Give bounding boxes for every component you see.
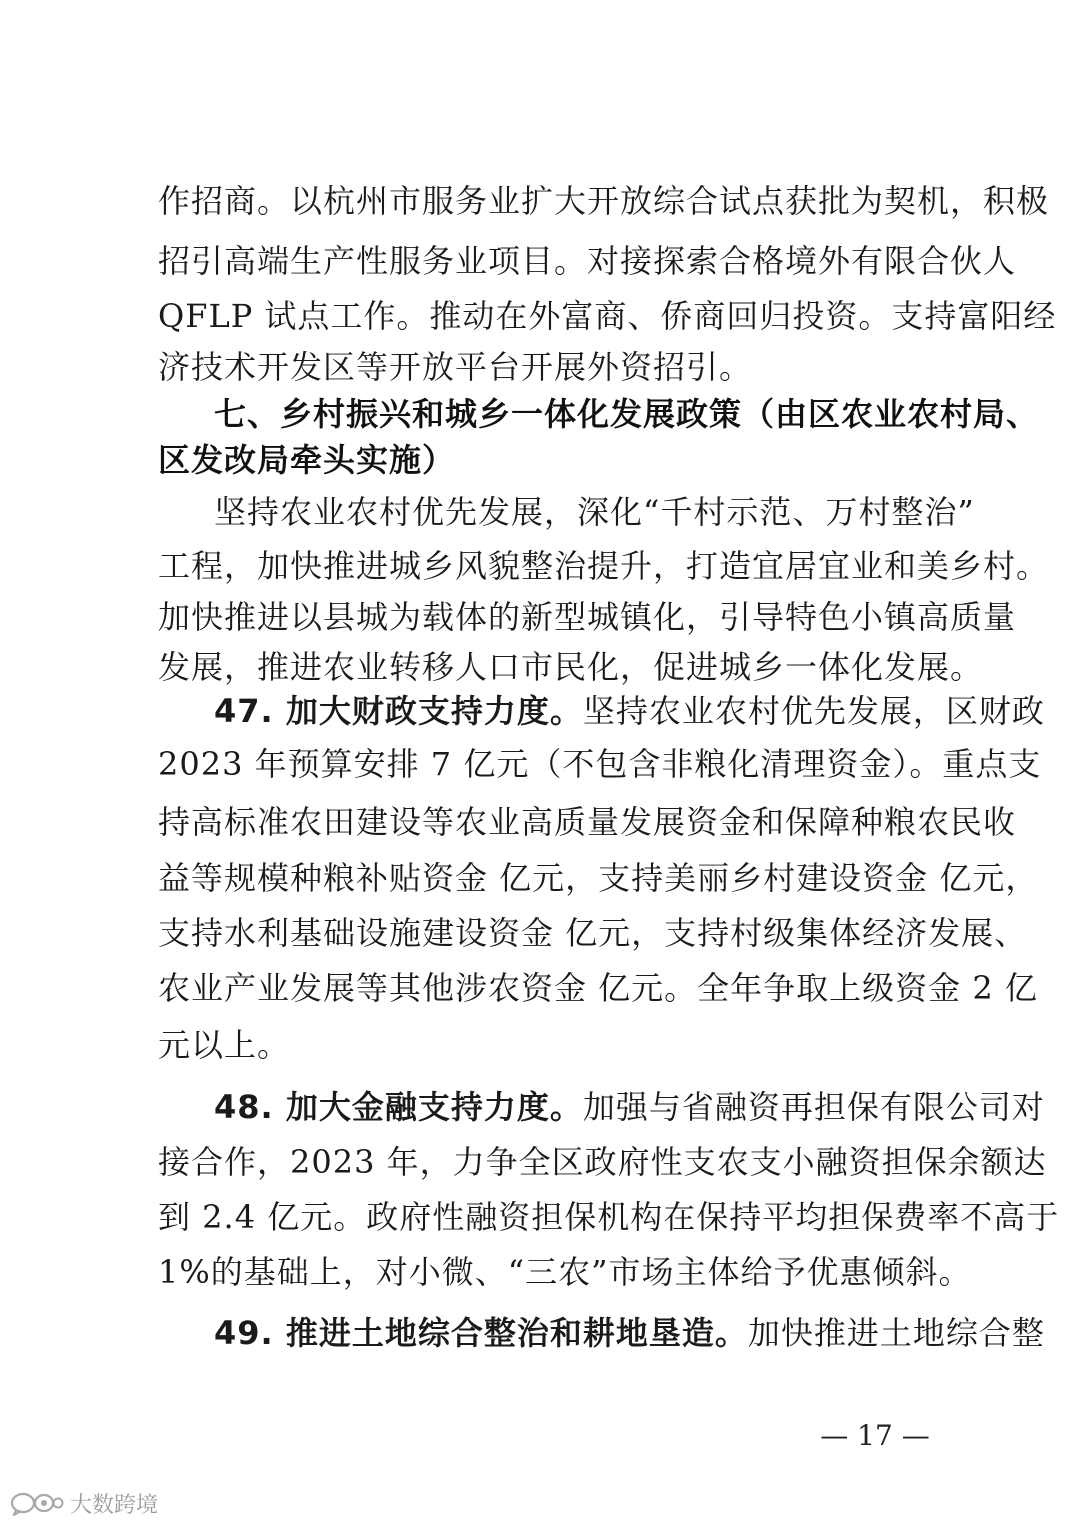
item-48-title: 48. 加大金融支持力度。: [214, 1088, 583, 1126]
item-49-title: 49. 推进土地综合整治和耕地垦造。: [214, 1314, 748, 1352]
text-line: QFLP 试点工作。推动在外富商、侨商回归投资。支持富阳经: [158, 297, 1057, 335]
item-47-first-line: [214, 691, 1045, 731]
item-48-first-line: [214, 1087, 1045, 1127]
text-line: 招引高端生产性服务业项目。对接探索合格境外有限合伙人: [158, 242, 1017, 280]
watermark-text: 大数跨境: [70, 1492, 159, 1518]
item-47-title: 47. 加大财政支持力度。: [214, 692, 583, 730]
chat-bubbles-logo-icon: [10, 1490, 64, 1516]
section-heading: 七、乡村振兴和城乡一体化发展政策（由区农业农村局、: [214, 395, 1040, 433]
text-line: 济技术开发区等开放平台开展外资招引。: [158, 348, 753, 386]
section-heading: 区发改局牵头实施）: [158, 441, 456, 479]
text-line: 1%的基础上，对小微、“三农”市场主体给予优惠倾斜。: [158, 1253, 972, 1291]
text-line: 接合作，2023 年，力争全区政府性支农支小融资担保余额达: [158, 1143, 1047, 1181]
text-line: 持高标准农田建设等农业高质量发展资金和保障种粮农民收: [158, 803, 1017, 841]
watermark: [10, 1488, 158, 1518]
text-line: 到 2.4 亿元。政府性融资担保机构在保持平均担保费率不高于: [158, 1198, 1060, 1236]
page-number: — 17 —: [820, 1419, 930, 1452]
text-line: 支持水利基础设施建设资金 亿元，支持村级集体经济发展、: [158, 914, 1028, 952]
item-49-first-line: [214, 1313, 1045, 1353]
item-47-text: 坚持农业农村优先发展，区财政: [582, 692, 1045, 730]
item-48-text: 加强与省融资再担保有限公司对: [582, 1088, 1045, 1126]
text-line: 发展，推进农业转移人口市民化，促进城乡一体化发展。: [158, 648, 984, 686]
text-line: 作招商。以杭州市服务业扩大开放综合试点获批为契机，积极: [158, 182, 1050, 220]
text-line: 加快推进以县城为载体的新型城镇化，引导特色小镇高质量: [158, 598, 1017, 636]
text-line: 益等规模种粮补贴资金 亿元，支持美丽乡村建设资金 亿元，: [158, 859, 1039, 897]
text-line: 2023 年预算安排 7 亿元（不包含非粮化清理资金）。重点支: [158, 745, 1042, 783]
item-49-text: 加快推进土地综合整: [747, 1314, 1045, 1352]
text-line: 元以上。: [158, 1026, 291, 1064]
text-line: 坚持农业农村优先发展，深化“千村示范、万村整治”: [214, 493, 975, 531]
text-line: 工程，加快推进城乡风貌整治提升，打造宜居宜业和美乡村。: [158, 547, 1050, 585]
text-line: 农业产业发展等其他涉农资金 亿元。全年争取上级资金 2 亿: [158, 969, 1038, 1007]
